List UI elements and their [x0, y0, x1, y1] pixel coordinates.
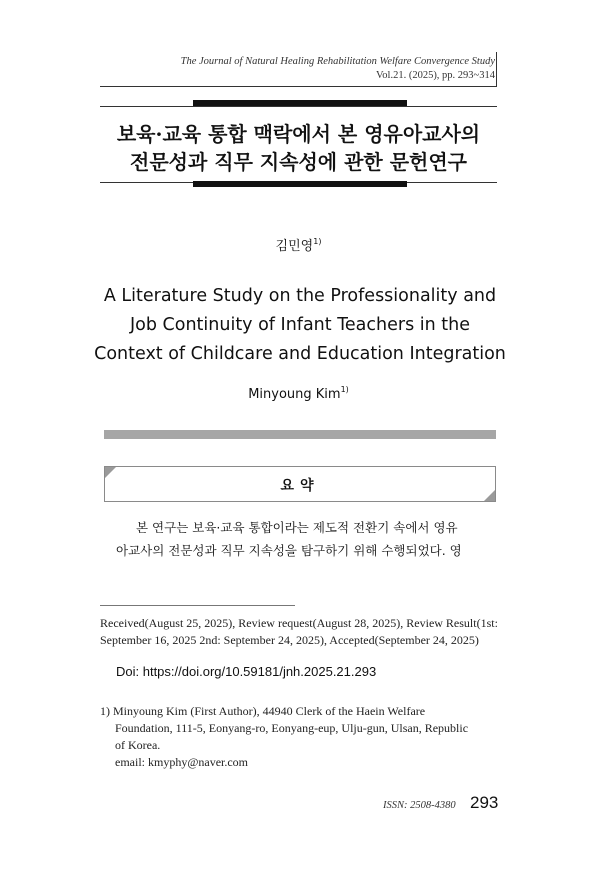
journal-name: The Journal of Natural Healing Rehabilitation Welfare Convergence Study: [180, 56, 495, 67]
received-dates-line-2: September 16, 2025 2nd: September 24, 2025), Accepted(September 24, 2025): [100, 633, 479, 647]
footnote-line-3: of Korea.: [115, 738, 161, 752]
english-title-line-2: Job Continuity of Infant Teachers in the: [130, 315, 470, 335]
author-english: [100, 385, 497, 402]
issn: ISSN: 2508-4380: [383, 800, 456, 811]
abstract-text-line-1: 본 연구는 보육·교육 통합이라는 제도적 전환기 속에서 영유: [136, 520, 458, 535]
korean-title-line-1: 보육·교육 통합 맥락에서 본 영유아교사의: [116, 122, 481, 146]
footnote-rule: [100, 605, 295, 606]
author-english-footnote-ref[interactable]: 1): [340, 385, 349, 394]
title-bar-bottom: [193, 181, 407, 187]
abstract-text-line-2: 아교사의 전문성과 직무 지속성을 탐구하기 위해 수행되었다. 영: [116, 543, 462, 558]
author-english-name: Minyoung Kim: [248, 387, 341, 402]
author-email[interactable]: email: kmyphy@naver.com: [115, 755, 249, 769]
korean-title-line-2: 전문성과 직무 지속성에 관한 문헌연구: [130, 150, 467, 174]
header-vertical-rule: [496, 52, 497, 86]
received-dates-line-1: Received(August 25, 2025), Review request(August 28, 2025), Review Result(1st:: [100, 616, 498, 630]
english-title-line-1: A Literature Study on the Professionality and: [103, 286, 497, 306]
author-korean-name: 김민영: [275, 239, 314, 254]
section-divider-bar: [104, 430, 496, 439]
doi-link[interactable]: Doi: https://doi.org/10.59181/jnh.2025.21.293: [116, 664, 377, 679]
page-number: 293: [470, 793, 499, 812]
footnote-line-2: Foundation, 111-5, Eonyang-ro, Eonyang-eup, Ulju-gun, Ulsan, Republic: [115, 721, 469, 735]
author-korean: [100, 235, 497, 254]
author-korean-footnote-ref[interactable]: 1): [313, 237, 322, 246]
title-rule-top: [100, 106, 497, 107]
header-horizontal-rule: [100, 86, 497, 87]
abstract-heading: 요약: [280, 478, 320, 494]
title-bar-top: [193, 100, 407, 106]
footnote-line-1: 1) Minyoung Kim (First Author), 44940 Clerk of the Haein Welfare: [100, 704, 426, 718]
english-title-line-3: Context of Childcare and Education Integration: [94, 344, 506, 364]
abstract-heading-box: [104, 466, 496, 502]
volume-pages: Vol.21. (2025), pp. 293~314: [376, 70, 495, 81]
